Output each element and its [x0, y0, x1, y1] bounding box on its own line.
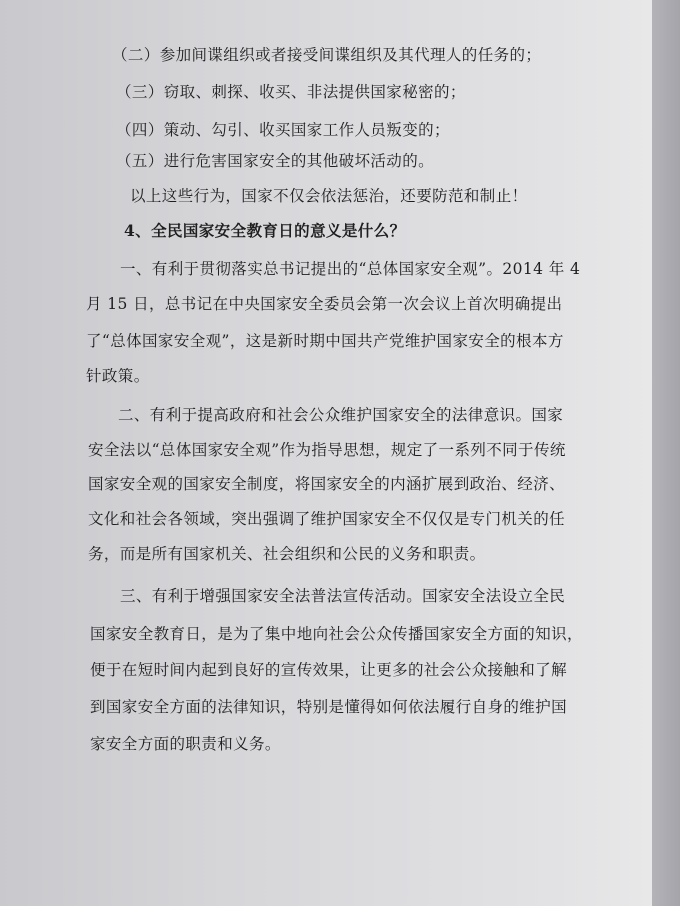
paragraph-3-line-5: 家安全方面的职责和义务。	[90, 735, 281, 753]
paragraph-2-line-2: 安全法以“总体国家安全观”作为指导思想，规定了一系列不同于传统	[88, 441, 566, 459]
paragraph-2-line-5: 务，而是所有国家机关、社会组织和公民的义务和职责。	[88, 545, 486, 563]
paragraph-1-line-4: 针政策。	[86, 367, 150, 385]
paragraph-2-line-1: 二、有利于提高政府和社会公众维护国家安全的法律意识。国家	[118, 406, 564, 424]
page-edge-shadow	[652, 0, 680, 906]
paragraph-3-line-1: 三、有利于增强国家安全法普法宣传活动。国家安全法设立全民	[120, 587, 566, 605]
paragraph-3-line-4: 到国家安全方面的法律知识，特别是懂得如何依法履行自身的维护国	[90, 698, 568, 716]
list-item-2: （二）参加间谍组织或者接受间谍组织及其代理人的任务的；	[112, 46, 542, 64]
paragraph-3-line-2: 国家安全教育日，是为了集中地向社会公众传播国家安全方面的知识，	[90, 625, 583, 643]
list-item-5: （五）进行危害国家安全的其他破坏活动的。	[116, 152, 435, 170]
paragraph-1-line-1: 一、有利于贯彻落实总书记提出的“总体国家安全观”。2014 年 4	[120, 260, 581, 278]
paragraph-1-line-2: 月 15 日，总书记在中央国家安全委员会第一次会议上首次明确提出	[86, 295, 563, 313]
paragraph-2-line-3: 国家安全观的国家安全制度，将国家安全的内涵扩展到政治、经济、	[88, 475, 566, 493]
paragraph-1-line-3: 了“总体国家安全观”，这是新时期中国共产党维护国家安全的根本方	[86, 332, 564, 350]
summary-line: 以上这些行为，国家不仅会依法惩治，还要防范和制止！	[130, 187, 528, 205]
section-heading: 4、全民国家安全教育日的意义是什么？	[124, 221, 406, 240]
list-item-4: （四）策动、勾引、收买国家工作人员叛变的；	[116, 121, 450, 139]
paragraph-2-line-4: 文化和社会各领域，突出强调了维护国家安全不仅仅是专门机关的任	[88, 510, 566, 528]
paragraph-3-line-3: 便于在短时间内起到良好的宣传效果，让更多的社会公众接触和了解	[90, 661, 568, 679]
list-item-3: （三）窃取、刺探、收买、非法提供国家秘密的；	[116, 83, 466, 101]
